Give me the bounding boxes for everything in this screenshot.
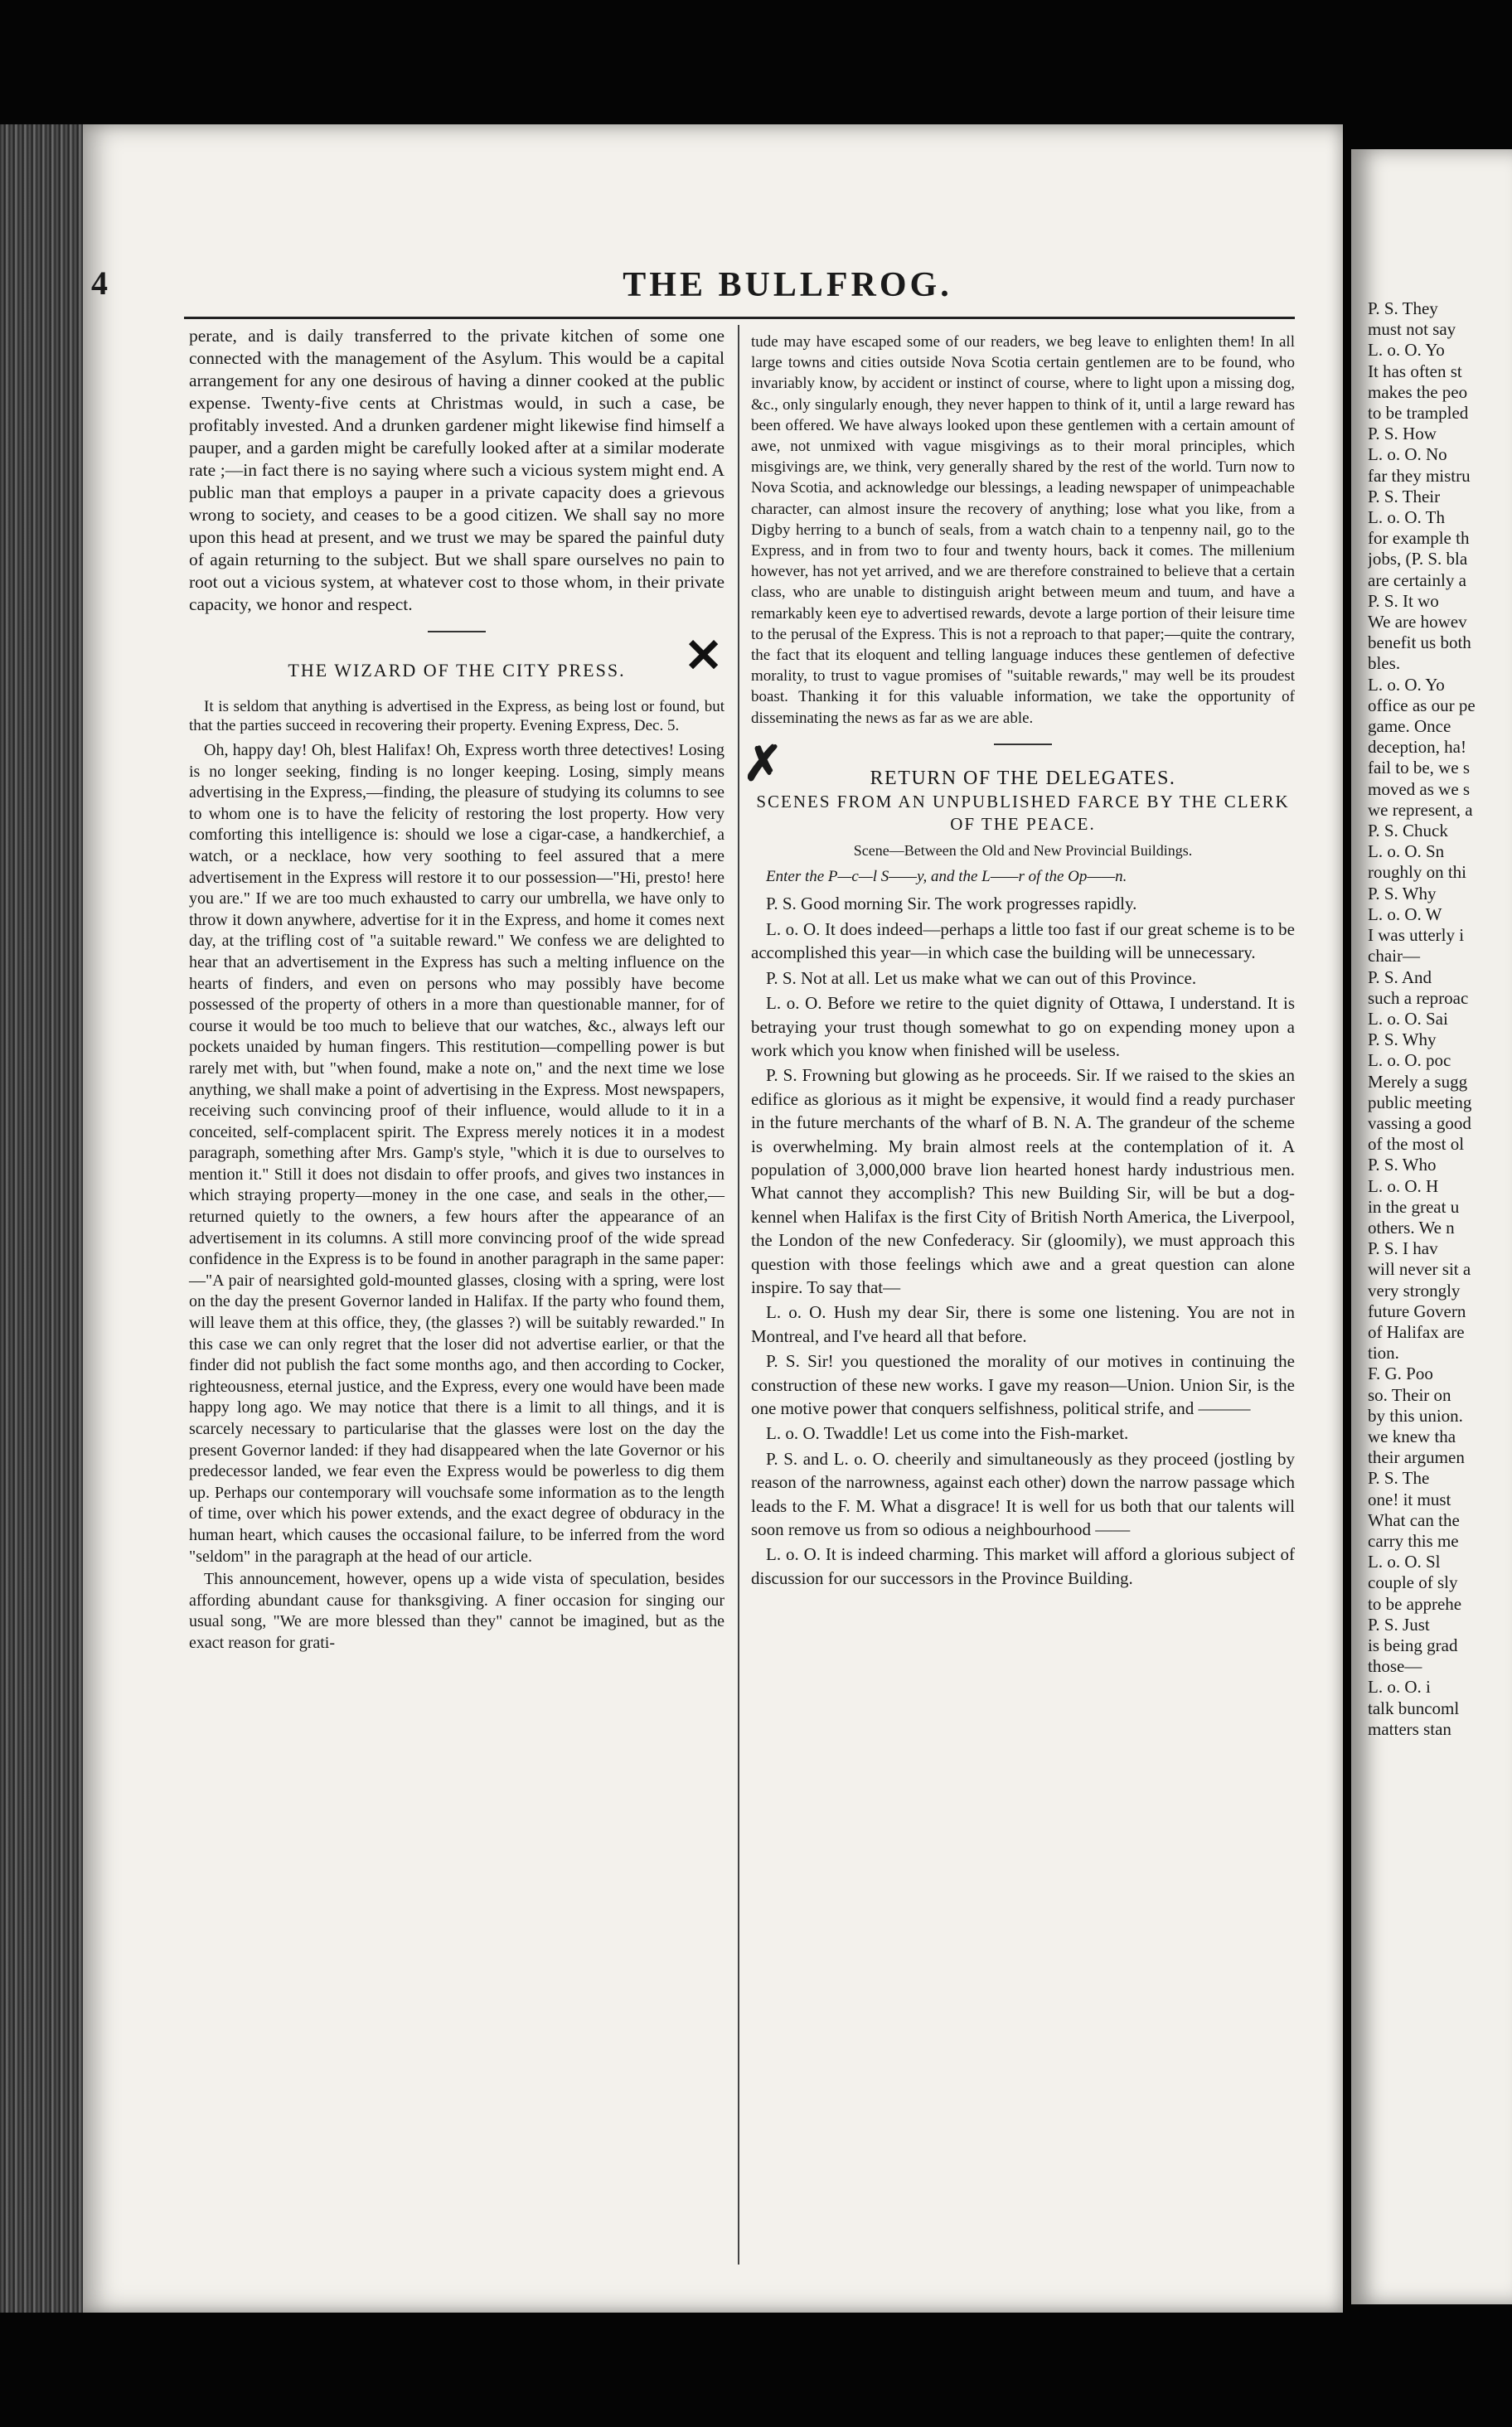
right-page-line: we knew tha xyxy=(1368,1426,1456,1446)
dialogue-line: P. S. Not at all. Let us make what we can out of this Province. xyxy=(766,967,1197,988)
right-page-line: P. S. I hav xyxy=(1368,1238,1438,1259)
book-binding-edge xyxy=(0,124,91,2313)
dialogue-line: L. o. O. Hush my dear Sir, there is some one listening. You are not in Montreal, and I've heard all that before. xyxy=(751,1302,1295,1346)
right-page-line: benefit us both xyxy=(1368,632,1471,653)
right-page-line: F. G. Poo xyxy=(1368,1364,1433,1384)
right-page-line: I was utterly i xyxy=(1368,925,1465,946)
wizard-title: THE WIZARD OF THE CITY PRESS. xyxy=(288,660,626,681)
article-heading xyxy=(189,631,724,682)
right-page-line: we represent, a xyxy=(1368,799,1473,820)
delegates-title: RETURN OF THE DELEGATES. xyxy=(870,767,1176,789)
right-page-line: L. o. O. Sai xyxy=(1368,1008,1448,1029)
right-page-line: L. o. O. No xyxy=(1368,444,1447,465)
right-page-line: L. o. O. i xyxy=(1368,1677,1431,1698)
header-rule xyxy=(184,317,1295,319)
delegates-heading xyxy=(743,734,1295,792)
right-page-line: P. S. They xyxy=(1368,298,1438,318)
page-number: 4 xyxy=(91,264,108,302)
scene-direction: Scene—Between the Old and New Provincial Buildings. xyxy=(853,842,1193,860)
right-page-line: talk buncoml xyxy=(1368,1698,1460,1718)
middle-column xyxy=(743,332,1295,1591)
right-page-line: chair— xyxy=(1368,946,1420,966)
right-page-line: makes the peo xyxy=(1368,381,1468,402)
right-page-line: is being grad xyxy=(1368,1635,1458,1655)
section-divider-mid xyxy=(994,744,1052,745)
handwritten-mark-icon: ✕ xyxy=(684,631,724,682)
dialogue-line: L. o. O. Twaddle! Let us come into the Fish-market. xyxy=(766,1423,1129,1444)
right-page-line: couple of sly xyxy=(1368,1572,1458,1593)
article-body: Oh, happy day! Oh, blest Halifax! Oh, Express worth three detectives! Losing is no longer seeking, finding is no longer keeping. Losing, simply means advertising in the Express,—finding, the pleasure of studying its columns to see to whom one is to have the felicity of restoring the lost property. How very comforting this intelligence is: should we lose a cigar-case, a handkerchief, a watch, or a necklace, how very soothing to feel assured that a mere advertisement in the Express will restore it to our possession—"Hi, presto! here you are." If we are too much exhausted to carry our umbrella, we have only to throw it down anywhere, advertise for it in the Express, and home it comes next day, at the trifling cost of "a suitable reward." We confess we are delighted to hear that an advertisement in the Express has such a melting influence on the hearts of finders, and even on persons who may possibly have become possessed of the property of others in a more than questionable manner, for of course it would be too much to believe that our watches, &c., always left our pockets unaided by human fingers. This restitution—compelling power is but rarely met with, but "when found, make a note on," and the next time we lose anything, we shall make a point of advertising in the Express. Most newspapers, receiving such convincing proof of their influence, would allude to it in a conceited, self-complacent spirit. The Express merely notices it in a modest paragraph, something after Mrs. Gamp's style, "which it is due to ourselves to mention it." Still it does not disdain to offer proofs, and gives two instances in which straying property—money in the one case, and seals in the other,—returned quietly to the owners, a few hours after the appearance of an advertisement in its columns. A still more convincing proof of the wide spread confidence in the Express is to be found in another paragraph in the same paper:—"A pair of nearsighted gold-mounted glasses, closing with a spring, were lost on the day the present Governor landed in Halifax. If the party who found them, will leave them at this office, they, (the glasses ?) will be suitably rewarded." In this case we can only regret that the loser did not advertise earlier, or that the finder did not publish the fact some months ago, and then according to Cocker, righteousness, eternal justice, and the Express, every one would have been made happy long ago. We may notice that there is a limit to all things, and it is scarcely necessary to particularise that the glasses were lost on the day the present Governor landed: if they had disappeared when the late Governor or his predecessor landed, we fear even the Express would be powerless to dig them up. Perhaps our contemporary will vouchsafe some information as to the length of time, over which his power extends, and the exact degree of obduracy in the human heart, which causes the occasional failure, to be inferred from the word "seldom" in the paragraph at the head of our article. xyxy=(189,741,724,1566)
right-page-line: P. S. The xyxy=(1368,1468,1430,1489)
right-page-line: must not say xyxy=(1368,319,1456,340)
right-page-line: P. S. Why xyxy=(1368,883,1437,903)
masthead-title: THE BULLFROG. xyxy=(623,266,952,304)
dialogue-line: P. S. Sir! you questioned the morality of our motives in continuing the construction of these new works. I gave my reason—Union. Union Sir, is the one motive power that conquers selfishness, political strife, and ——— xyxy=(751,1351,1295,1418)
right-page-line: L. o. O. Yo xyxy=(1368,674,1445,695)
dialogue-block xyxy=(751,892,1295,1590)
right-page-line: one! it must xyxy=(1368,1489,1451,1509)
column-divider xyxy=(738,325,739,2265)
right-page-line: roughly on thi xyxy=(1368,862,1466,883)
right-page-line: by this union. xyxy=(1368,1405,1463,1426)
right-page-line: It has often st xyxy=(1368,361,1462,381)
right-page-line: office as our pe xyxy=(1368,695,1476,715)
right-page-line: their argumen xyxy=(1368,1447,1465,1468)
continued-paragraph-mid: tude may have escaped some of our readers, we beg leave to enlighten them! In all large towns and cities outside Nova Scotia certain gentlemen are to be found, who invariably know, by accident or instinct of course, where to light upon a missing dog, &c., only singularly enough, they never happen to think of it, until a large reward has been offered. We have always looked upon these gentlemen with a certain amount of awe, not unmixed with vague misgivings as to their moral principles, which misgivings are, we think, very generally shared by the rest of the world. Turn now to Nova Scotia, and acknowledge our blessings, a leading newspaper of unimpeachable character, can almost insure the recovery of anything; lose what you like, from a Digby herring to a bunch of seals, from a watch chain to a tenpenny nail, go to the Express, and in from two to four and twenty hours, back it comes. The millenium however, has not yet arrived, and we are therefore constrained to believe that a certain class, who are unable to distinguish aright between meum and tuum, and have a remarkably keen eye to advertised rewards, devote a large portion of their leisure time to the perusal of the Express. This is not a reproach to that paper;—quite the contrary, the fact that its eloquent and telling language induces these gentlemen of defective morality, to trust to vague promises of "suitable rewards," may well be its proudest boast. Thanking it for this valuable information, we take the opportunity of disseminating the news as far as we are able. xyxy=(751,333,1295,727)
right-page-line: carry this me xyxy=(1368,1530,1459,1551)
right-page-line: jobs, (P. S. bla xyxy=(1368,549,1468,569)
right-page-line: very strongly xyxy=(1368,1280,1461,1301)
right-page-line: such a reproac xyxy=(1368,987,1469,1008)
right-page-line: will never sit a xyxy=(1368,1259,1471,1280)
right-page-line: game. Once xyxy=(1368,716,1451,737)
right-page-line: far they mistru xyxy=(1368,465,1471,486)
right-page-line: P. S. Who xyxy=(1368,1155,1437,1175)
right-page-line: P. S. Chuck xyxy=(1368,821,1448,841)
right-page-line: in the great u xyxy=(1368,1196,1460,1217)
right-page-line: P. S. It wo xyxy=(1368,590,1439,611)
left-column xyxy=(189,325,724,1656)
article-epigraph: It is seldom that anything is advertised in the Express, as being lost or found, but that the parties succeed in recovering their property. Evening Express, Dec. 5. xyxy=(189,698,724,734)
right-page-line: L. o. O. Sl xyxy=(1368,1552,1441,1572)
right-page-line: of Halifax are xyxy=(1368,1321,1465,1342)
handwritten-check-icon: ✗ xyxy=(743,734,785,792)
right-page-line: L. o. O. W xyxy=(1368,903,1442,924)
right-page-line: P. S. Their xyxy=(1368,486,1441,506)
right-page-line: What can the xyxy=(1368,1509,1460,1530)
right-page-line: so. Their on xyxy=(1368,1384,1451,1405)
right-page-line: matters stan xyxy=(1368,1718,1451,1739)
right-page-line: L. o. O. H xyxy=(1368,1175,1439,1196)
right-page-line: future Govern xyxy=(1368,1301,1466,1321)
right-page-line: bles. xyxy=(1368,653,1401,674)
right-page-line: deception, ha! xyxy=(1368,737,1466,758)
dialogue-line: P. S. and L. o. O. cheerily and simultaneously as they proceed (jostling by reason of the narrowness, against each other) down the narrow passage which leads to the F. M. What a disgrace! It is well for us both that our talents will soon remove us from so odious a neighbourhood —— xyxy=(751,1448,1295,1540)
page-right-partial xyxy=(1351,149,1512,2304)
right-page-column xyxy=(1368,298,1512,1740)
right-page-line: L. o. O. Th xyxy=(1368,507,1445,528)
right-page-line: P. S. How xyxy=(1368,424,1437,444)
right-page-line: L. o. O. Sn xyxy=(1368,841,1445,862)
delegates-subtitle: SCENES FROM AN UNPUBLISHED FARCE BY THE CLERK OF THE PEACE. xyxy=(756,792,1290,835)
right-page-line: of the most ol xyxy=(1368,1134,1465,1155)
stage-direction: Enter the P—c—l S——y, and the L——r of the Op——n. xyxy=(766,868,1127,886)
right-page-line: to be apprehe xyxy=(1368,1593,1462,1614)
right-page-line: tion. xyxy=(1368,1343,1399,1364)
dialogue-line: L. o. O. Before we retire to the quiet dignity of Ottawa, I understand. It is betraying your trust though somewhat to go on expending money upon a work which you know when finished will be useless. xyxy=(751,993,1295,1060)
right-page-line: others. We n xyxy=(1368,1217,1455,1238)
right-page-line: vassing a good xyxy=(1368,1112,1471,1133)
right-page-line: P. S. Why xyxy=(1368,1029,1437,1050)
right-page-line: to be trampled xyxy=(1368,403,1469,424)
right-page-line: public meeting xyxy=(1368,1092,1472,1112)
section-divider xyxy=(428,631,486,632)
right-page-line: fail to be, we s xyxy=(1368,758,1471,778)
right-page-line: are certainly a xyxy=(1368,569,1466,590)
right-page-line: those— xyxy=(1368,1656,1422,1677)
right-page-line: L. o. O. poc xyxy=(1368,1050,1451,1071)
right-page-line: moved as we s xyxy=(1368,778,1471,799)
right-page-line: for example th xyxy=(1368,528,1470,549)
right-page-line: Merely a sugg xyxy=(1368,1071,1468,1092)
dialogue-line: L. o. O. It is indeed charming. This market will afford a glorious subject of discussion for our successors in the Province Building. xyxy=(751,1544,1295,1588)
right-page-line: P. S. And xyxy=(1368,966,1432,987)
dialogue-line: P. S. Frowning but glowing as he proceeds. Sir. If we raised to the skies an edifice as glorious as it might be expensive, it would find a ready purchaser in the future merchants of the wharf of B. N. A. The grandeur of the scheme is overwhelming. My brain almost reels at the contemplation of it. A population of 3,000,000 brave lion hearted honest hardy industrious men. What cannot they accomplish? This new Building Sir, will be but a dog-kennel when Halifax is the first City of British North America, the Liverpool, the London of the new Confederacy. Sir (gloomily), we must approach this question with those feelings which awe and a great question can alone inspire. To say that— xyxy=(751,1065,1295,1297)
right-page-line: We are howev xyxy=(1368,612,1467,632)
right-page-line: P. S. Just xyxy=(1368,1614,1430,1635)
dialogue-line: P. S. Good morning Sir. The work progresses rapidly. xyxy=(766,894,1137,914)
right-page-line: L. o. O. Yo xyxy=(1368,340,1445,361)
dialogue-line: L. o. O. It does indeed—perhaps a little too fast if our great scheme is to be accomplished this year—in which case the building will be unnecessary. xyxy=(751,918,1295,963)
article-body-continued: This announcement, however, opens up a wide vista of speculation, besides affording abundant cause for thanksgiving. A finer occasion for singing our usual song, "We are more blessed than they" cannot be imagined, but as the exact reason for grati- xyxy=(189,1570,724,1652)
continued-paragraph: perate, and is daily transferred to the private kitchen of some one connected with the management of the Asylum. This would be a capital arrangement for any one desirous of having a dinner cooked at the public expense. Twenty-five cents at Christmas would, in such a case, be profitably invested. And a drunken gardener might likewise find himself a pauper, and a garden might be carefully looked after at a similar moderate rate ;—in fact there is no saying where such a vicious system might end. A public man that employs a pauper in a private capacity does a grievous wrong to society, and ceases to be a good citizen. We shall say no more upon this head at present, and we trust we may be spared the painful duty of again returning to the subject. But we shall spare ourselves no pain to root out a vicious system, at whatever cost to those whom, in their private capacity, we honor and respect. xyxy=(189,326,724,614)
